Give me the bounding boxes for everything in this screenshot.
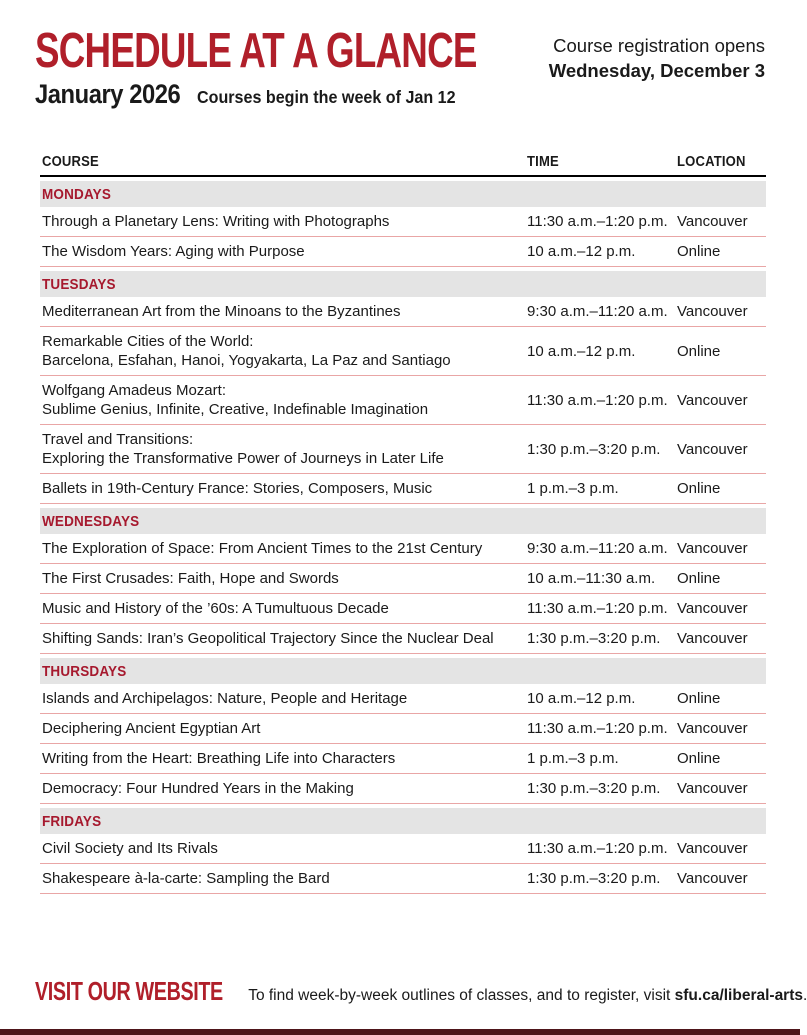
course-title-line: Civil Society and Its Rivals	[42, 840, 218, 857]
subtitle-row	[35, 79, 766, 110]
course-title-cell	[40, 779, 527, 798]
day-header-fridays	[40, 808, 766, 834]
course-title-cell	[40, 629, 527, 648]
course-time-cell: 1 p.m.–3 p.m.	[527, 750, 619, 767]
page-title: SCHEDULE AT A GLANCE	[35, 24, 477, 78]
course-location-cell: Vancouver	[677, 870, 748, 887]
course-row	[40, 774, 766, 804]
course-title-cell	[40, 332, 527, 370]
course-title-cell	[40, 430, 527, 468]
day-header-tuesdays	[40, 271, 766, 297]
day-label: WEDNESDAYS	[42, 512, 140, 530]
course-row	[40, 327, 766, 376]
course-title-line: Through a Planetary Lens: Writing with Photographs	[42, 213, 390, 230]
course-row	[40, 744, 766, 774]
course-row	[40, 297, 766, 327]
course-row	[40, 624, 766, 654]
course-title-cell	[40, 599, 527, 618]
course-time-cell: 11:30 a.m.–1:20 p.m.	[527, 720, 668, 737]
course-location-cell: Vancouver	[677, 630, 748, 647]
course-title-line: Mediterranean Art from the Minoans to the Byzantines	[42, 303, 401, 320]
course-row	[40, 425, 766, 474]
footer-text-before: To find week-by-week outlines of classes, and to register, visit	[248, 987, 675, 1004]
course-location-cell: Vancouver	[677, 440, 748, 458]
course-row	[40, 594, 766, 624]
course-title-line: Exploring the Transformative Power of Journeys in Later Life	[42, 450, 444, 467]
course-title-cell	[40, 242, 527, 261]
course-time-cell: 1:30 p.m.–3:20 p.m.	[527, 630, 661, 647]
course-time-cell: 10 a.m.–12 p.m.	[527, 690, 636, 707]
course-row	[40, 714, 766, 744]
course-title-line: Writing from the Heart: Breathing Life into Characters	[42, 750, 396, 767]
course-location-cell: Online	[677, 480, 721, 497]
course-title-line: Travel and Transitions:	[42, 431, 194, 448]
column-header-time: TIME	[527, 154, 559, 170]
course-title-line: Barcelona, Esfahan, Hanoi, Yogyakarta, La Paz and Santiago	[42, 352, 451, 369]
course-location-cell: Vancouver	[677, 780, 748, 797]
course-row	[40, 534, 766, 564]
registration-date: Wednesday, December 3	[548, 60, 765, 81]
column-header-course: COURSE	[42, 154, 99, 170]
course-title-line: Wolfgang Amadeus Mozart:	[42, 382, 226, 399]
course-title-cell	[40, 719, 527, 738]
table-body	[40, 181, 766, 894]
day-header-mondays	[40, 181, 766, 207]
course-time-cell: 1:30 p.m.–3:20 p.m.	[527, 870, 661, 887]
course-row	[40, 474, 766, 504]
page-header	[0, 0, 800, 110]
bottom-accent-bar	[0, 1029, 800, 1035]
course-time-cell: 1 p.m.–3 p.m.	[527, 480, 619, 497]
schedule-table	[40, 154, 766, 894]
course-location-cell: Vancouver	[677, 600, 748, 617]
course-title-line: Music and History of the ’60s: A Tumultuous Decade	[42, 600, 389, 617]
course-location-cell: Vancouver	[677, 720, 748, 737]
course-title-line: Deciphering Ancient Egyptian Art	[42, 720, 261, 737]
course-time-cell: 11:30 a.m.–1:20 p.m.	[527, 600, 668, 617]
course-location-cell: Vancouver	[677, 303, 748, 320]
visit-website-cta: VISIT OUR WEBSITE	[35, 976, 223, 1006]
page-footer	[35, 976, 807, 1007]
day-label: MONDAYS	[42, 185, 112, 203]
course-title-line: The First Crusades: Faith, Hope and Swords	[42, 570, 339, 587]
registration-opens-label: Course registration opens	[553, 35, 765, 56]
table-header-row	[40, 154, 766, 177]
course-time-cell: 1:30 p.m.–3:20 p.m.	[527, 440, 661, 458]
courses-begin-note: Courses begin the week of Jan 12	[196, 87, 456, 107]
course-title-line: Remarkable Cities of the World:	[42, 333, 254, 350]
month-label: January 2026	[35, 79, 181, 109]
course-title-cell	[40, 302, 527, 321]
course-location-cell: Vancouver	[677, 391, 748, 409]
day-header-thursdays	[40, 658, 766, 684]
course-title-line: The Wisdom Years: Aging with Purpose	[42, 243, 305, 260]
column-header-location: LOCATION	[677, 154, 746, 170]
registration-notice	[549, 33, 765, 83]
course-location-cell: Online	[677, 243, 721, 260]
course-location-cell: Online	[677, 342, 721, 360]
course-title-cell	[40, 381, 527, 419]
day-label: THURSDAYS	[42, 662, 127, 680]
course-location-cell: Vancouver	[677, 540, 748, 557]
course-time-cell: 10 a.m.–11:30 a.m.	[527, 570, 656, 587]
course-title-cell	[40, 689, 527, 708]
course-title-cell	[40, 749, 527, 768]
course-title-cell	[40, 212, 527, 231]
course-title-line: Democracy: Four Hundred Years in the Making	[42, 780, 354, 797]
course-location-cell: Online	[677, 690, 721, 707]
course-row	[40, 684, 766, 714]
course-title-line: Islands and Archipelagos: Nature, People and Heritage	[42, 690, 408, 707]
course-row	[40, 207, 766, 237]
course-time-cell: 11:30 a.m.–1:20 p.m.	[527, 213, 668, 230]
footer-text	[248, 987, 807, 1005]
course-location-cell: Online	[677, 750, 721, 767]
course-row	[40, 376, 766, 425]
course-row	[40, 564, 766, 594]
course-time-cell: 1:30 p.m.–3:20 p.m.	[527, 780, 661, 797]
course-title-line: Shakespeare à-la-carte: Sampling the Bard	[42, 870, 330, 887]
course-title-line: Sublime Genius, Infinite, Creative, Indefinable Imagination	[42, 401, 429, 418]
footer-period: .	[803, 987, 807, 1004]
course-title-line: Shifting Sands: Iran’s Geopolitical Trajectory Since the Nuclear Deal	[42, 630, 494, 647]
course-time-cell: 9:30 a.m.–11:20 a.m.	[527, 303, 668, 320]
course-row	[40, 864, 766, 894]
day-label: TUESDAYS	[42, 275, 116, 293]
day-label: FRIDAYS	[42, 812, 102, 830]
course-time-cell: 11:30 a.m.–1:20 p.m.	[527, 391, 668, 409]
course-title-line: The Exploration of Space: From Ancient Times to the 21st Century	[42, 540, 483, 557]
course-time-cell: 10 a.m.–12 p.m.	[527, 342, 636, 360]
website-link[interactable]: sfu.ca/liberal-arts	[674, 987, 803, 1004]
course-title-cell	[40, 869, 527, 888]
course-title-line: Ballets in 19th-Century France: Stories, Composers, Music	[42, 480, 433, 497]
course-location-cell: Vancouver	[677, 840, 748, 857]
course-row	[40, 237, 766, 267]
course-time-cell: 9:30 a.m.–11:20 a.m.	[527, 540, 668, 557]
course-time-cell: 11:30 a.m.–1:20 p.m.	[527, 840, 668, 857]
course-time-cell: 10 a.m.–12 p.m.	[527, 243, 636, 260]
course-title-cell	[40, 569, 527, 588]
course-title-cell	[40, 479, 527, 498]
day-header-wednesdays	[40, 508, 766, 534]
course-title-cell	[40, 839, 527, 858]
course-location-cell: Online	[677, 570, 721, 587]
course-location-cell: Vancouver	[677, 213, 748, 230]
course-row	[40, 834, 766, 864]
course-title-cell	[40, 539, 527, 558]
